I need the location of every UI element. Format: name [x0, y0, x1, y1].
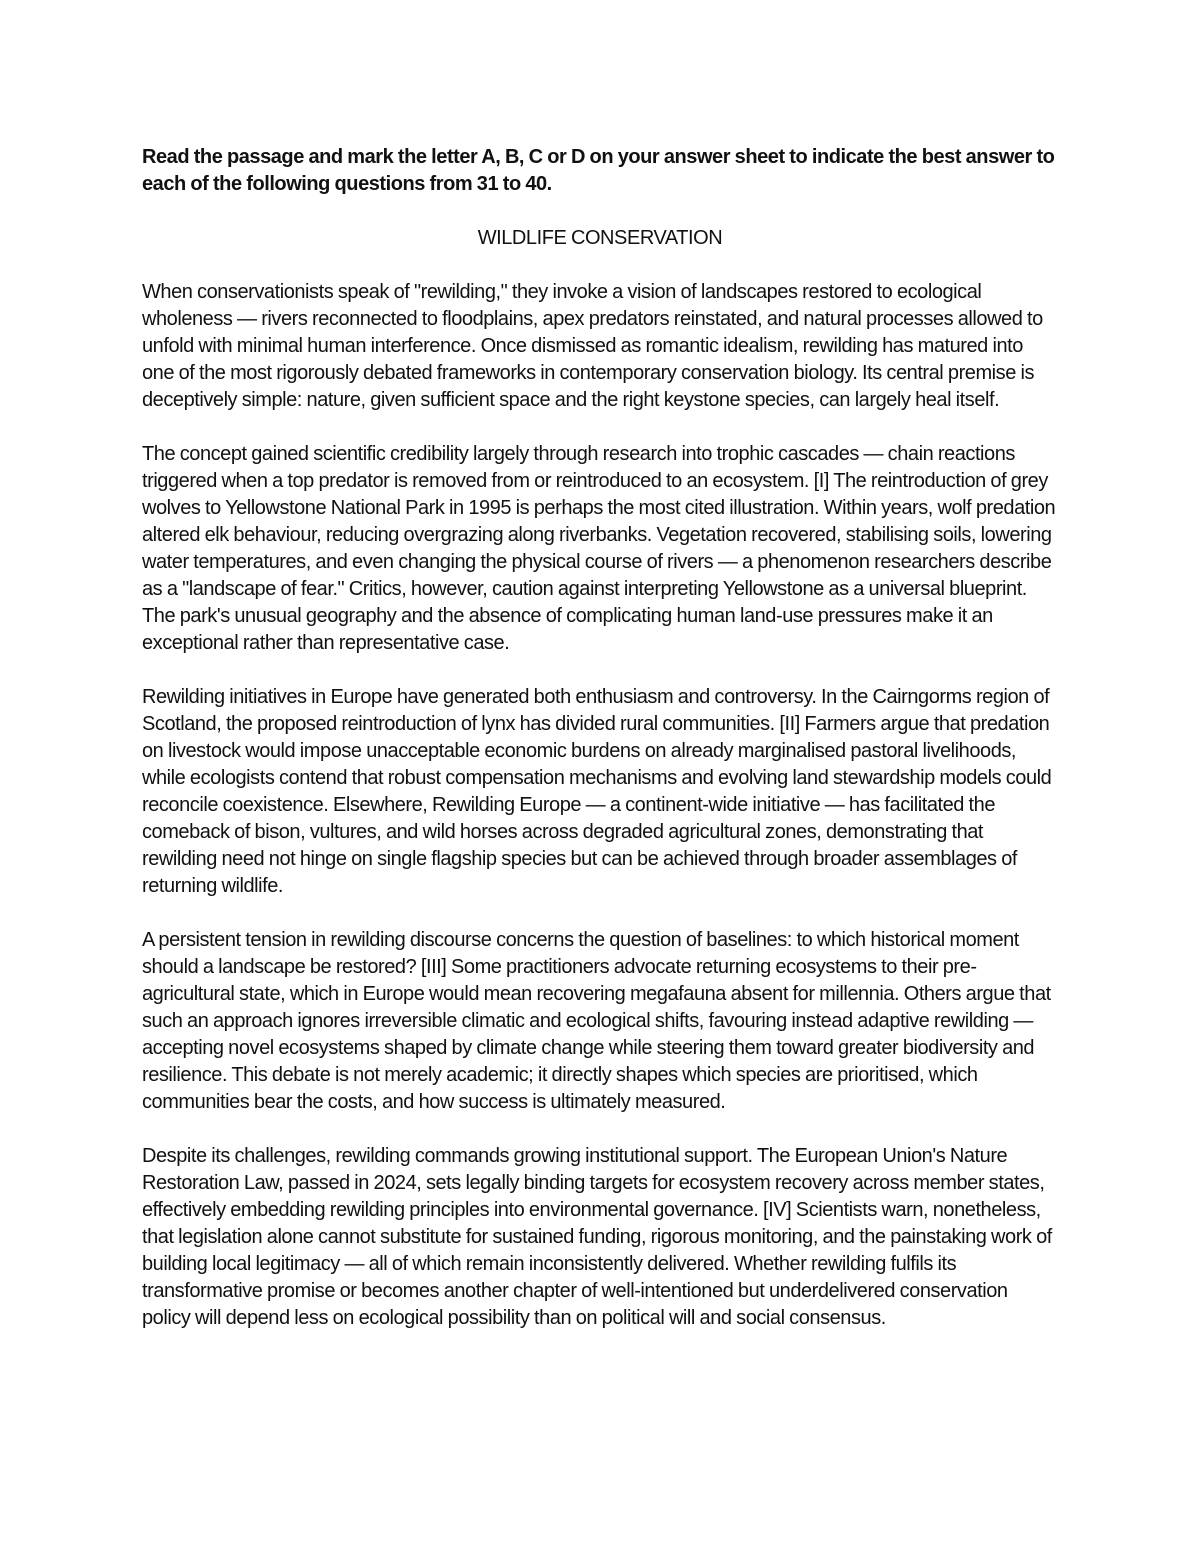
- passage-title: WILDLIFE CONSERVATION: [477, 227, 723, 249]
- document-body: [142, 144, 1058, 1359]
- paragraph-4: A persistent tension in rewilding discourse concerns the question of baselines: to which historical moment should a landscape be restored? [III] Some practitioners advocate returning ecosystems to their pre-agricultural state, which in Europe would mean recovering megafauna absent for millennia. Others argue that such an approach ignores irreversible climatic and ecological shifts, favouring instead adaptive rewilding — accepting novel ecosystems shaped by climate change while steering them toward greater biodiversity and resilience. This debate is not merely academic; it directly shapes which species are prioritised, which communities bear the costs, and how success is ultimately measured.: [142, 929, 1051, 1113]
- paragraph-3: Rewilding initiatives in Europe have generated both enthusiasm and controversy. In the Cairngorms region of Scotland, the proposed reintroduction of lynx has divided rural communities. [II] Farmers argue that predation on livestock would impose unacceptable economic burdens on already marginalised pastoral livelihoods, while ecologists contend that robust compensation mechanisms and evolving land stewardship models could reconcile coexistence. Elsewhere, Rewilding Europe — a continent-wide initiative — has facilitated the comeback of bison, vultures, and wild horses across degraded agricultural zones, demonstrating that rewilding need not hinge on single flagship species but can be achieved through broader assemblages of returning wildlife.: [142, 686, 1052, 897]
- instructions: Read the passage and mark the letter A, B, C or D on your answer sheet to indicate the best answer to each of the following questions from 31 to 40.: [142, 146, 1055, 195]
- paragraph-1: When conservationists speak of "rewilding," they invoke a vision of landscapes restored to ecological wholeness — rivers reconnected to floodplains, apex predators reinstated, and natural processes allowed to unfold with minimal human interference. Once dismissed as romantic idealism, rewilding has matured into one of the most rigorously debated frameworks in contemporary conservation biology. Its central premise is deceptively simple: nature, given sufficient space and the right keystone species, can largely heal itself.: [142, 281, 1043, 411]
- paragraph-2: The concept gained scientific credibility largely through research into trophic cascades — chain reactions triggered when a top predator is removed from or reintroduced to an ecosystem. [I] The reintroduction of grey wolves to Yellowstone National Park in 1995 is perhaps the most cited illustration. Within years, wolf predation altered elk behaviour, reducing overgrazing along riverbanks. Vegetation recovered, stabilising soils, lowering water temperatures, and even changing the physical course of rivers — a phenomenon researchers describe as a "landscape of fear." Critics, however, caution against interpreting Yellowstone as a universal blueprint. The park's unusual geography and the absence of complicating human land-use pressures make it an exceptional rather than representative case.: [142, 443, 1056, 654]
- paragraph-5: Despite its challenges, rewilding commands growing institutional support. The European Union's Nature Restoration Law, passed in 2024, sets legally binding targets for ecosystem recovery across member states, effectively embedding rewilding principles into environmental governance. [IV] Scientists warn, nonetheless, that legislation alone cannot substitute for sustained funding, rigorous monitoring, and the painstaking work of building local legitimacy — all of which remain inconsistently delivered. Whether rewilding fulfils its transformative promise or becomes another chapter of well-intentioned but underdelivered conservation policy will depend less on ecological possibility than on political will and social consensus.: [142, 1145, 1052, 1329]
